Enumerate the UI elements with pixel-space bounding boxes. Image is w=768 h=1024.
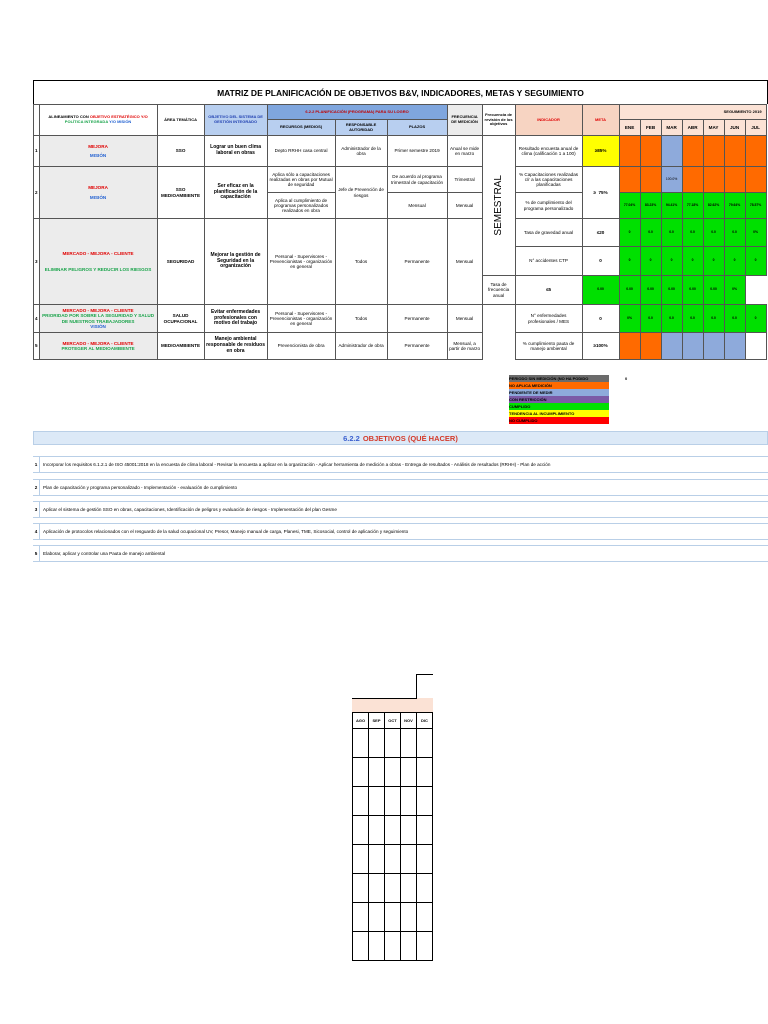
row-frecuencia: Mensual	[447, 193, 482, 219]
row-num: 1	[34, 136, 40, 167]
row-frecuencia: Mensual	[447, 219, 482, 305]
status-cell: 0	[682, 247, 703, 276]
row-area: MEDIOAMBIENTE	[157, 333, 204, 360]
row-responsable: Administrador de obra	[335, 333, 387, 360]
table-row	[34, 167, 767, 193]
header-recursos: RECURSOS (MEDIOS)	[267, 120, 335, 136]
status-cell	[703, 333, 724, 360]
legend-item: PERIODO SIN MEDICIÓN (NO HA PODIDO 0	[509, 376, 628, 381]
list-item: 5 Elaborar, aplicar y controlar una Pauta de manejo ambiental	[33, 545, 768, 562]
row-objetivo: Manejo ambiental responsable de residuos en obra	[204, 333, 267, 360]
list-item: 3 Aplicar el sistema de gestión SSO en obras, capacitaciones, Identificación de peligros y evaluación de riesgos - Implementación del plan Gesme	[33, 501, 768, 518]
row-alineamiento: MEJORA MISIÓN	[39, 167, 157, 219]
status-cell: 82.62%	[703, 193, 724, 219]
month-header: NOV	[401, 713, 417, 729]
semestral-cell: SEMESTRAL	[482, 136, 515, 276]
status-cell	[724, 167, 745, 193]
list-item: 1 Incorporar los requisitos 6.1.2.1 de ISO 45001:2018 en la encuesta de clima laboral - Revisar la encuesta a aplicar en la organización - Aplicar herramienta de medición a obras - Entrega de resultados - Análisis de resultados (RRHH) - Plan de acción	[33, 456, 768, 473]
table-row	[34, 219, 767, 247]
row-objetivo: Lograr un buen clima laboral en obras	[204, 136, 267, 167]
status-cell: 0	[619, 219, 640, 247]
status-cell: 0%	[745, 219, 766, 247]
semestral-blank	[482, 305, 515, 360]
row-responsable: Todos	[335, 219, 387, 305]
header-area: ÁREA TEMÁTICA	[157, 105, 204, 136]
header-plazos: PLAZOS	[387, 120, 447, 136]
row-meta: ≤20	[582, 219, 619, 247]
status-cell	[619, 167, 640, 193]
status-cell: 0	[619, 247, 640, 276]
header-meta: META	[582, 105, 619, 136]
legend-item: TENDENCIA AL INCUMPLIMIENTO	[509, 410, 609, 417]
continuation-table	[352, 674, 433, 961]
status-cell: 0.00	[682, 276, 703, 305]
row-meta: ≥100%	[582, 333, 619, 360]
row-meta: 0	[582, 305, 619, 333]
status-cell: 78.57%	[745, 193, 766, 219]
status-cell	[745, 136, 766, 167]
month-header: OCT	[385, 713, 401, 729]
row-area: SSO MEDIOAMBIENTE	[157, 167, 204, 219]
status-cell	[682, 167, 703, 193]
legend-item: NO APLICA MEDICIÓN	[509, 382, 609, 389]
legend-item: PENDIENTE DE MEDIR	[509, 389, 609, 396]
table-row	[353, 874, 433, 903]
status-cell	[682, 136, 703, 167]
row-plazos: Mensual	[387, 193, 447, 219]
header-indicador: INDICADOR	[515, 105, 582, 136]
header-responsable: RESPONSABLE AUTORIDAD	[335, 120, 387, 136]
row-plazos: Permanente	[387, 333, 447, 360]
month-header: SEP	[369, 713, 385, 729]
month-header: FEB	[640, 120, 661, 136]
month-header: ENE	[619, 120, 640, 136]
row-frecuencia: Mensual, a partir de marzo	[447, 333, 482, 360]
month-header: MAR	[661, 120, 682, 136]
row-indicador: N° accidentes CTP	[515, 247, 582, 276]
table-row	[353, 816, 433, 845]
legend-item: CUMPLIDO	[509, 403, 609, 410]
status-cell: 0.0	[682, 219, 703, 247]
row-plazos: Permanente	[387, 305, 447, 333]
status-cell: 77.04%	[619, 193, 640, 219]
status-cell: 0.0	[661, 305, 682, 333]
status-cell: 0	[745, 305, 766, 333]
table-row	[353, 903, 433, 932]
table-row	[353, 787, 433, 816]
table-row	[34, 333, 767, 360]
header-planificacion: 6.2.2 PLANIFICACIÓN (PROGRAMA) PARA SU LOGRO	[267, 105, 447, 120]
row-meta: ≥85%	[582, 136, 619, 167]
row-meta: 0	[582, 247, 619, 276]
row-indicador: Tasa de frecuencia anual	[482, 276, 515, 305]
status-cell: 0.0	[703, 219, 724, 247]
row-objetivo: Mejorar la gestión de Seguridad en la organización	[204, 219, 267, 305]
status-cell: 0.0	[724, 305, 745, 333]
row-indicador: % cumplimiento pauta de manejo ambiental	[515, 333, 582, 360]
status-cell: 0.00	[582, 276, 619, 305]
list-item: 2 Plan de capacitación y programa personalizado - Implementación - evaluación de cumplimiento	[33, 479, 768, 496]
row-num: 5	[34, 333, 40, 360]
status-cell	[682, 333, 703, 360]
row-recursos: Aplica al cumplimiento de programas personalizados realizados en obra	[267, 193, 335, 219]
row-area: SALUD OCUPACIONAL	[157, 305, 204, 333]
row-indicador: % de cumplimiento del programa personalizado	[515, 193, 582, 219]
row-recursos: Depto RRHH casa central	[267, 136, 335, 167]
header-frecuencia: FRECUENCIA DE MEDICIÓN	[447, 105, 482, 136]
row-indicador: Resultado encuesta anual de clima (calificación 1 a 100)	[515, 136, 582, 167]
legend	[509, 375, 649, 424]
row-area: SEGURIDAD	[157, 219, 204, 305]
status-cell	[745, 333, 766, 360]
status-cell	[745, 167, 766, 193]
row-indicador: Tasa de gravedad anual	[515, 219, 582, 247]
table-row	[34, 305, 767, 333]
status-cell: 0	[745, 247, 766, 276]
status-cell: 0	[724, 247, 745, 276]
status-cell	[619, 136, 640, 167]
month-header: AGO	[353, 713, 369, 729]
status-cell: 0	[661, 247, 682, 276]
status-cell: 0%	[619, 305, 640, 333]
status-cell	[619, 333, 640, 360]
list-item: 4 Aplicación de protocolos relacionados con el resguardo de la salud ocupacional UV, Presor, Manejo manual de carga, Planesi, TME, Sicosocial, control de aplicación y seguimiento	[33, 523, 768, 540]
header-frecuencia-revision: Frecuencia de revisión de los objetivos	[482, 105, 515, 136]
row-responsable: Jefe de Prevención de riesgos	[335, 167, 387, 219]
row-meta: ≤5	[515, 276, 582, 305]
header-objetivo: OBJETIVO DEL SISTEMA DE GESTIÓN INTEGRADO	[204, 105, 267, 136]
status-cell: 0.0	[640, 219, 661, 247]
month-header: ABR	[682, 120, 703, 136]
status-cell	[724, 136, 745, 167]
table-row	[353, 729, 433, 758]
row-responsable: Administrador de la obra	[335, 136, 387, 167]
row-frecuencia: Mensual	[447, 305, 482, 333]
month-header: JUN	[724, 120, 745, 136]
status-cell: 0.0	[682, 305, 703, 333]
row-indicador: % Capacitaciones realizadas c/r a las capacitaciones planificadas	[515, 167, 582, 193]
row-meta: ≥ 75%	[582, 167, 619, 219]
status-cell: 0.0	[724, 219, 745, 247]
month-header: JUL	[745, 120, 766, 136]
status-cell: 77.18%	[682, 193, 703, 219]
table-row	[34, 136, 767, 167]
row-num: 2	[34, 167, 40, 219]
status-cell: 83.23%	[640, 193, 661, 219]
status-cell	[661, 333, 682, 360]
month-header: DIC	[417, 713, 433, 729]
row-recursos: Prevencionista de obra	[267, 333, 335, 360]
status-cell: 0.00	[619, 276, 640, 305]
status-cell	[640, 136, 661, 167]
row-indicador: N° enfermedades profesionales / MES	[515, 305, 582, 333]
status-cell: 0.00	[703, 276, 724, 305]
status-cell	[640, 167, 661, 193]
status-cell: 79.64%	[724, 193, 745, 219]
row-plazos: De acuerdo al programa trimestral de capacitación	[387, 167, 447, 193]
row-alineamiento: MERCADO - MEJORA - CLIENTE ELIMINAR PELIGROS Y REDUCIR LOS RIESGOS	[39, 219, 157, 305]
row-plazos: Primer semestre 2019	[387, 136, 447, 167]
status-cell: 94.41%	[661, 193, 682, 219]
status-cell: 0	[703, 247, 724, 276]
matrix-title: MATRIZ DE PLANIFICACIÓN DE OBJETIVOS B&V, INDICADORES, METAS Y SEGUIMIENTO	[33, 80, 768, 104]
row-frecuencia: Anual se mide en marzo	[447, 136, 482, 167]
table-row	[353, 758, 433, 787]
legend-item: NO CUMPLIDO	[509, 417, 609, 424]
objectives-matrix	[33, 104, 767, 360]
row-recursos: Aplica sólo a capacitaciones realizadas en obras por Mutual de seguridad	[267, 167, 335, 193]
status-cell: 0.00	[640, 276, 661, 305]
row-objetivo: Evitar enfermedades profesionales con motivo del trabajo	[204, 305, 267, 333]
row-num: 3	[34, 219, 40, 305]
row-frecuencia: Trimestral	[447, 167, 482, 193]
row-area: SSO	[157, 136, 204, 167]
row-recursos: Personal - Supervisores - Prevencionistas - organización en general	[267, 305, 335, 333]
objectives-section-title: 6.2.2 OBJETIVOS (QUÉ HACER)	[33, 431, 768, 445]
status-cell	[703, 136, 724, 167]
header-alineamiento: ALINEAMIENTO CON OBJETIVO ESTRATÉGICO Y/O POLÍTICA INTEGRADA Y/O MISIÓN	[39, 105, 157, 136]
status-cell	[661, 136, 682, 167]
row-alineamiento: MERCADO - MEJORA - CLIENTE PROTEGER AL MEDIOAMBIENTE	[39, 333, 157, 360]
status-cell: 0.0	[703, 305, 724, 333]
table-row	[353, 845, 433, 874]
status-cell: 0.0	[640, 305, 661, 333]
status-cell: 0.00	[661, 276, 682, 305]
status-cell	[703, 167, 724, 193]
legend-item: CON RESTRICCIÓN	[509, 396, 609, 403]
row-plazos: Permanente	[387, 219, 447, 305]
status-cell: 0.0	[661, 219, 682, 247]
row-alineamiento: MERCADO - MEJORA - CLIENTE PRIORIDAD POR SOBRE LA SEGURIDAD Y SALUD DE NUESTROS TRABAJADORES VISIÓN	[39, 305, 157, 333]
status-cell: 0%	[724, 276, 745, 305]
status-cell	[640, 333, 661, 360]
row-num: 4	[34, 305, 40, 333]
status-cell	[724, 333, 745, 360]
status-cell: 100.0%	[661, 167, 682, 193]
row-recursos: Personal - Supervisores - Prevencionistas - organización en general	[267, 219, 335, 305]
status-cell: 0	[640, 247, 661, 276]
row-alineamiento: MEJORA MISIÓN	[39, 136, 157, 167]
table-row	[353, 932, 433, 961]
row-responsable: Todos	[335, 305, 387, 333]
row-objetivo: Ser eficaz en la planificación de la capacitación	[204, 167, 267, 219]
header-seguimiento: SEGUIMIENTO 2019	[619, 105, 766, 120]
month-header: MAY	[703, 120, 724, 136]
